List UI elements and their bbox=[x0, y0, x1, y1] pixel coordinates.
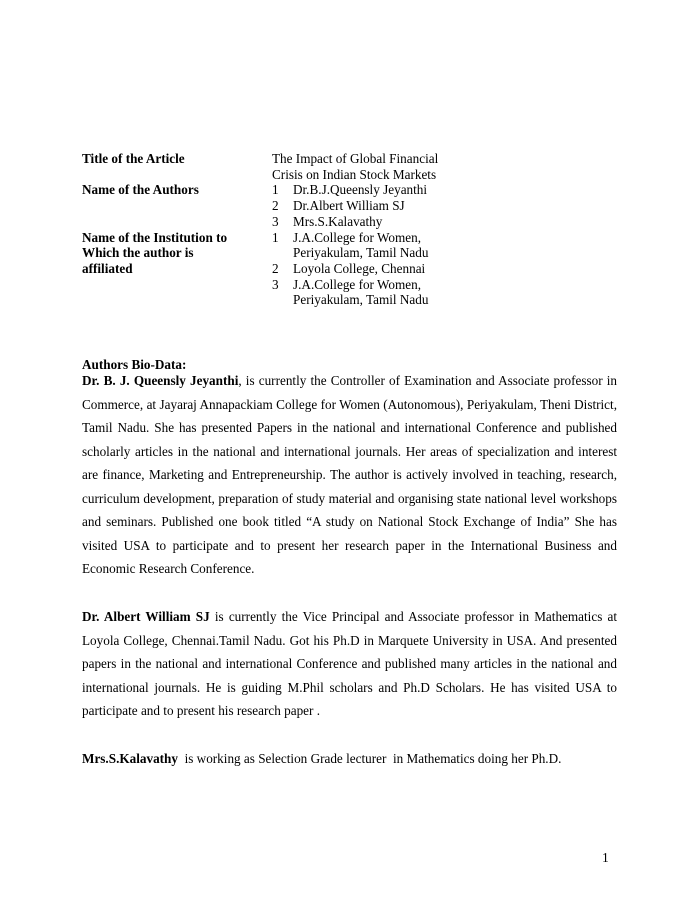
institution-line: J.A.College for Women, bbox=[293, 276, 421, 292]
author-item bbox=[272, 214, 622, 230]
title-row bbox=[82, 151, 622, 182]
institution-row bbox=[82, 230, 622, 309]
author-item bbox=[272, 182, 622, 198]
institution-list bbox=[272, 230, 622, 309]
bio-paragraph-2 bbox=[82, 605, 617, 723]
bio-heading: Authors Bio-Data: bbox=[82, 357, 187, 372]
institution-number: 2 bbox=[272, 260, 279, 276]
title-label: Title of the Article bbox=[82, 151, 185, 166]
institution-name bbox=[293, 230, 428, 261]
institution-item bbox=[272, 261, 622, 277]
institution-label-line: Which the author is bbox=[82, 245, 194, 261]
institution-item bbox=[272, 230, 622, 261]
author-name: Dr.Albert William SJ bbox=[293, 198, 405, 214]
institution-number: 1 bbox=[272, 229, 279, 245]
author-number: 3 bbox=[272, 213, 279, 229]
bio-text: is working as Selection Grade lecturer in Mathematics doing her Ph.D. bbox=[177, 751, 562, 766]
author-name: Dr.B.J.Queensly Jeyanthi bbox=[293, 182, 428, 198]
institution-item bbox=[272, 277, 622, 308]
bio-paragraph-1 bbox=[82, 369, 617, 581]
authors-row bbox=[82, 182, 622, 229]
institution-number: 3 bbox=[272, 276, 279, 292]
title-line: The Impact of Global Financial bbox=[272, 151, 439, 166]
institution-line: Periyakulam, Tamil Nadu bbox=[293, 292, 429, 308]
institution-line: Loyola College, Chennai bbox=[293, 260, 426, 276]
authors-label: Name of the Authors bbox=[82, 182, 199, 198]
author-number: 2 bbox=[272, 198, 279, 214]
author-name-bold: Dr. Albert William SJ bbox=[82, 609, 210, 624]
institution-label-line: Name of the Institution to bbox=[82, 229, 228, 245]
author-name-bold: Dr. B. J. Queensly Jeyanthi bbox=[82, 373, 239, 388]
institution-label-line: affiliated bbox=[82, 260, 133, 276]
author-item bbox=[272, 198, 622, 214]
author-number: 1 bbox=[272, 182, 279, 198]
page-number: 1 bbox=[602, 850, 609, 865]
title-value bbox=[272, 151, 622, 182]
author-name-bold: Mrs.S.Kalavathy bbox=[82, 751, 178, 766]
institution-line: Periyakulam, Tamil Nadu bbox=[293, 245, 429, 261]
article-info-table bbox=[82, 151, 622, 308]
bio-paragraph-3 bbox=[82, 747, 617, 771]
authors-list bbox=[272, 182, 622, 229]
title-line: Crisis on Indian Stock Markets bbox=[272, 166, 437, 182]
institution-name bbox=[293, 261, 425, 277]
institution-line: J.A.College for Women, bbox=[293, 229, 421, 245]
bio-text: is currently the Vice Principal and Associate professor in Mathematics at Loyola College, Chennai.Tamil Nadu. Got his Ph.D in Marquete University in USA. And presented papers in the national and international Conference and published many articles in the national and international journals. He is guiding M.Phil scholars and Ph.D Scholars. He has visited USA to participate and to present his research paper . bbox=[82, 609, 617, 718]
institution-label bbox=[82, 230, 272, 309]
institution-name bbox=[293, 277, 428, 308]
bio-text: , is currently the Controller of Examination and Associate professor in Commerce, at Jayaraj Annapackiam College for Women (Autonomous), Periyakulam, Theni District, Tamil Nadu. She has presented Papers in the national and international Conference and published scholarly articles in the national and international journals. Her areas of specialization and interest are finance, Marketing and Entrepreneurship. The author is actively involved in teaching, research, curriculum development, preparation of study material and organising state national level workshops and seminars. Published one book titled “A study on National Stock Exchange of India” She has visited USA to participate and to present her research paper in the International Business and Economic Research Conference. bbox=[82, 373, 618, 576]
author-name: Mrs.S.Kalavathy bbox=[293, 213, 383, 229]
